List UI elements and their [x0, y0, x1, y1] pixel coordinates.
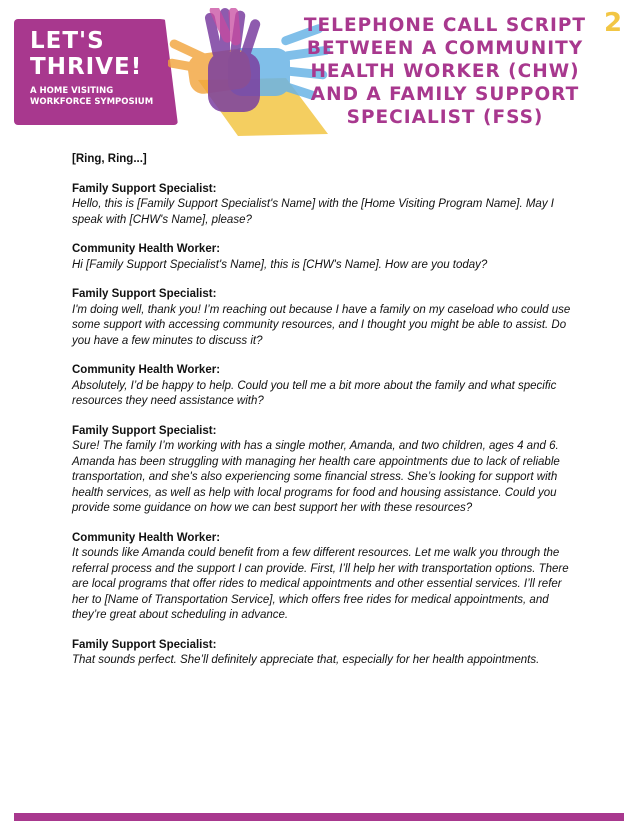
dialogue-turn	[72, 424, 577, 517]
dialogue-text: Sure! The family I’m working with has a single mother, Amanda, and two children, ages 4 and 6. Amanda has been struggling with managing her health care appointments due to lack of reliable transportation, and she's also experiencing some financial stress. She’s looking for support with health services, as well as help with local programs for food and housing assistance. Could you provide some guidance on how we can best support her with these resources?	[72, 440, 560, 514]
speaker-label: Community Health Worker:	[72, 243, 221, 255]
footer-bar	[14, 813, 624, 821]
script-opening: [Ring, Ring...]	[72, 153, 147, 165]
dialogue-text: That sounds perfect. She’ll definitely appreciate that, especially for her health appointments.	[72, 654, 540, 666]
dialogue-text: Hi [Family Support Specialist's Name], this is [CHW's Name]. How are you today?	[72, 258, 488, 271]
speaker-label: Community Health Worker:	[72, 364, 221, 376]
speaker-label: Community Health Worker:	[72, 531, 221, 544]
logo-title: LET'S THRIVE!	[30, 28, 143, 80]
dialogue-turn	[72, 363, 577, 410]
speaker-label: Family Support Specialist:	[72, 424, 217, 437]
dialogue-text: Absolutely, I’d be happy to help. Could you tell me a bit more about the family and what specific resources they need assistance with?	[72, 379, 557, 407]
call-script	[72, 152, 577, 683]
dialogue-turn	[72, 242, 577, 273]
dialogue-text: It sounds like Amanda could benefit from a few different resources. Let me walk you through the referral process and the support I can provide. First, I’ll help her with transportation options. There are local programs that offer rides to medical appointments and other essential services. I’ll refer her to [Name of Transportation Service], which offers free rides for medical appointments, and they’re great about scheduling in advance.	[72, 547, 569, 621]
dialogue-turn	[72, 182, 577, 229]
dialogue-turn	[72, 531, 577, 624]
speaker-label: Family Support Specialist:	[72, 288, 217, 300]
dialogue-text: Hello, this is [Family Support Specialist's Name] with the [Home Visiting Program Name]. May I speak with [CHW's Name], please?	[72, 198, 554, 226]
page-number: 2	[604, 8, 623, 38]
speaker-label: Family Support Specialist:	[72, 182, 217, 195]
page-title: TELEPHONE CALL SCRIPT BETWEEN A COMMUNITY HEALTH WORKER (CHW) AND A FAMILY SUPPORT SPECIALIST (FSS)	[303, 15, 587, 128]
logo-subtitle: A HOME VISITING WORKFORCE SYMPOSIUM	[30, 86, 154, 107]
dialogue-turn	[72, 638, 577, 669]
speaker-label: Family Support Specialist:	[72, 638, 217, 651]
dialogue-turn	[72, 287, 577, 349]
dialogue-text: I'm doing well, thank you! I’m reaching out because I have a family on my caseload who could use some support with accessing community resources, and I thought you might be able to assist. Do you have a few minutes to discuss it?	[72, 303, 571, 347]
